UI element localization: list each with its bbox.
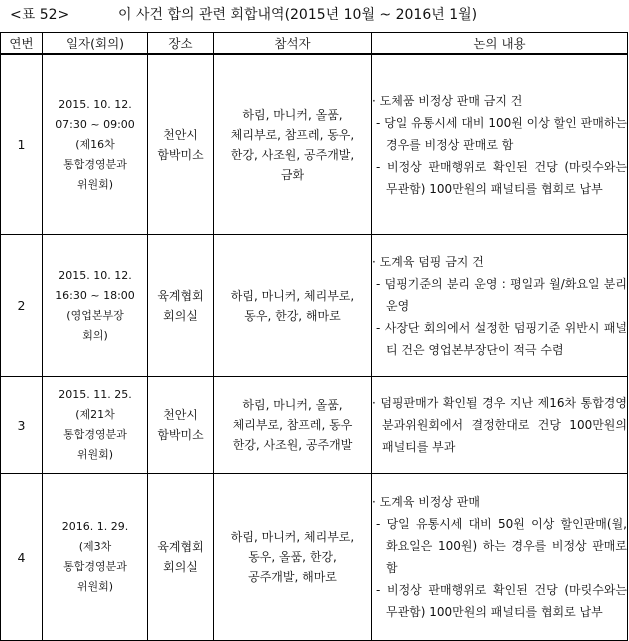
- discussion-topic: · 도계육 덤핑 금지 건: [372, 254, 484, 269]
- date-line: 2016. 1. 29.: [61, 520, 129, 533]
- place-line: 회의실: [163, 308, 198, 323]
- header-attendees: 참석자: [214, 33, 372, 55]
- date-line: 위원회): [76, 580, 114, 593]
- row-number: 2: [1, 235, 43, 377]
- discussion-detail: - 사장단 회의에서 설정한 덤핑기준 위반시 패널티 건은 영업본부장단이 적극 수렴: [376, 320, 627, 357]
- discussion-cell: [372, 235, 628, 377]
- place-line: 천안시: [163, 408, 198, 422]
- attendee-line: 하림, 마니커, 올품,: [242, 398, 343, 412]
- date-line: (영업본부장: [66, 308, 124, 322]
- attendee-line: 체리부로, 참프레, 동우: [232, 418, 353, 432]
- table-number-label: <표 52>: [10, 7, 70, 23]
- attendees-cell: [214, 54, 372, 235]
- attendee-line: 공주개발, 해마로: [248, 570, 337, 584]
- date-line: 16:30 ~ 18:00: [55, 288, 135, 302]
- discussion-topic: · 도체품 비정상 판매 금지 건: [372, 93, 523, 108]
- discussion-detail: - 비정상 판매행위로 확인된 건당 (마릿수와는 무관함) 100만원의 패널티를 협회로 납부: [376, 583, 627, 619]
- attendee-line: 하림, 마니커, 체리부로,: [230, 530, 355, 544]
- date-line: 위원회): [76, 448, 114, 461]
- place-line: 육계협회: [157, 288, 204, 303]
- place-line: 회의실: [163, 560, 198, 574]
- date-line: 통합경영분과: [63, 157, 127, 171]
- attendee-line: 하림, 마니커, 체리부로,: [230, 288, 355, 303]
- table-caption: [0, 0, 629, 30]
- meeting-date-cell: [43, 54, 148, 235]
- header-place: 장소: [148, 33, 214, 55]
- header-date: 일자(회의): [43, 33, 148, 55]
- header-no: 연번: [1, 33, 43, 55]
- place-line: 함박미소: [157, 428, 204, 442]
- meeting-place-cell: [148, 54, 214, 235]
- date-line: 2015. 10. 12.: [58, 268, 132, 282]
- attendee-line: 하림, 마니커, 올품,: [242, 107, 343, 122]
- discussion-detail: - 당일 유통시세 대비 100원 이상 할인 판매하는 경우를 비정상 판매로 함: [376, 115, 628, 152]
- discussion-cell: [372, 474, 628, 641]
- discussion-topic: · 덤핑판매가 확인될 경우 지난 제16차 통합경영분과위원회에서 결정한대로 건당 100만원의 패널티를 부과: [372, 396, 627, 454]
- discussion-topic: · 도계육 비정상 판매: [372, 495, 480, 509]
- table-row: [1, 474, 628, 641]
- discussion-detail: - 당일 유통시세 대비 50원 이상 할인판매(월, 화요일은 100원) 하는 경우를 비정상 판매로 함: [376, 517, 627, 575]
- place-line: 천안시: [163, 127, 198, 142]
- date-line: 통합경영분과: [63, 428, 127, 441]
- meeting-date-cell: [43, 474, 148, 641]
- discussion-cell: [372, 54, 628, 235]
- attendees-cell: [214, 377, 372, 474]
- table-row: [1, 235, 628, 377]
- attendee-line: 한강, 사조원, 공주개발: [232, 438, 353, 452]
- date-line: 회의): [82, 328, 108, 342]
- date-line: (제21차: [75, 408, 115, 421]
- table-header-row: [1, 33, 628, 55]
- attendees-cell: [214, 474, 372, 641]
- date-line: (제16차: [75, 137, 115, 151]
- row-number: 4: [1, 474, 43, 641]
- row-number: 1: [1, 54, 43, 235]
- discussion-detail: - 비정상 판매행위로 확인된 건당 (마릿수와는 무관함) 100만원의 패널티를 협회로 납부: [376, 159, 627, 196]
- discussion-cell: [372, 377, 628, 474]
- discussion-detail: - 덤핑기준의 분리 운영 : 평일과 월/화요일 분리 운영: [376, 276, 627, 313]
- date-line: 2015. 10. 12.: [58, 97, 132, 111]
- meeting-place-cell: [148, 474, 214, 641]
- meeting-place-cell: [148, 235, 214, 377]
- attendee-line: 동우, 올품, 한강,: [248, 550, 337, 564]
- place-line: 육계협회: [157, 540, 204, 554]
- table-title: 이 사건 합의 관련 회합내역(2015년 10월 ~ 2016년 1월): [118, 7, 478, 23]
- table-row: [1, 377, 628, 474]
- meeting-place-cell: [148, 377, 214, 474]
- attendee-line: 금화: [280, 167, 305, 182]
- date-line: 통합경영분과: [63, 560, 127, 573]
- table-row: [1, 54, 628, 235]
- meeting-history-table: [0, 32, 628, 641]
- date-line: 위원회): [76, 177, 114, 191]
- meeting-date-cell: [43, 235, 148, 377]
- meeting-date-cell: [43, 377, 148, 474]
- date-line: (제3차: [78, 540, 112, 553]
- place-line: 함박미소: [157, 147, 204, 162]
- attendee-line: 한강, 사조원, 공주개발,: [230, 147, 355, 162]
- attendees-cell: [214, 235, 372, 377]
- header-content: 논의 내용: [372, 33, 628, 55]
- attendee-line: 체리부로, 참프레, 동우,: [230, 127, 355, 142]
- date-line: 07:30 ~ 09:00: [55, 117, 135, 131]
- attendee-line: 동우, 한강, 해마로: [244, 308, 341, 323]
- date-line: 2015. 11. 25.: [58, 388, 132, 401]
- row-number: 3: [1, 377, 43, 474]
